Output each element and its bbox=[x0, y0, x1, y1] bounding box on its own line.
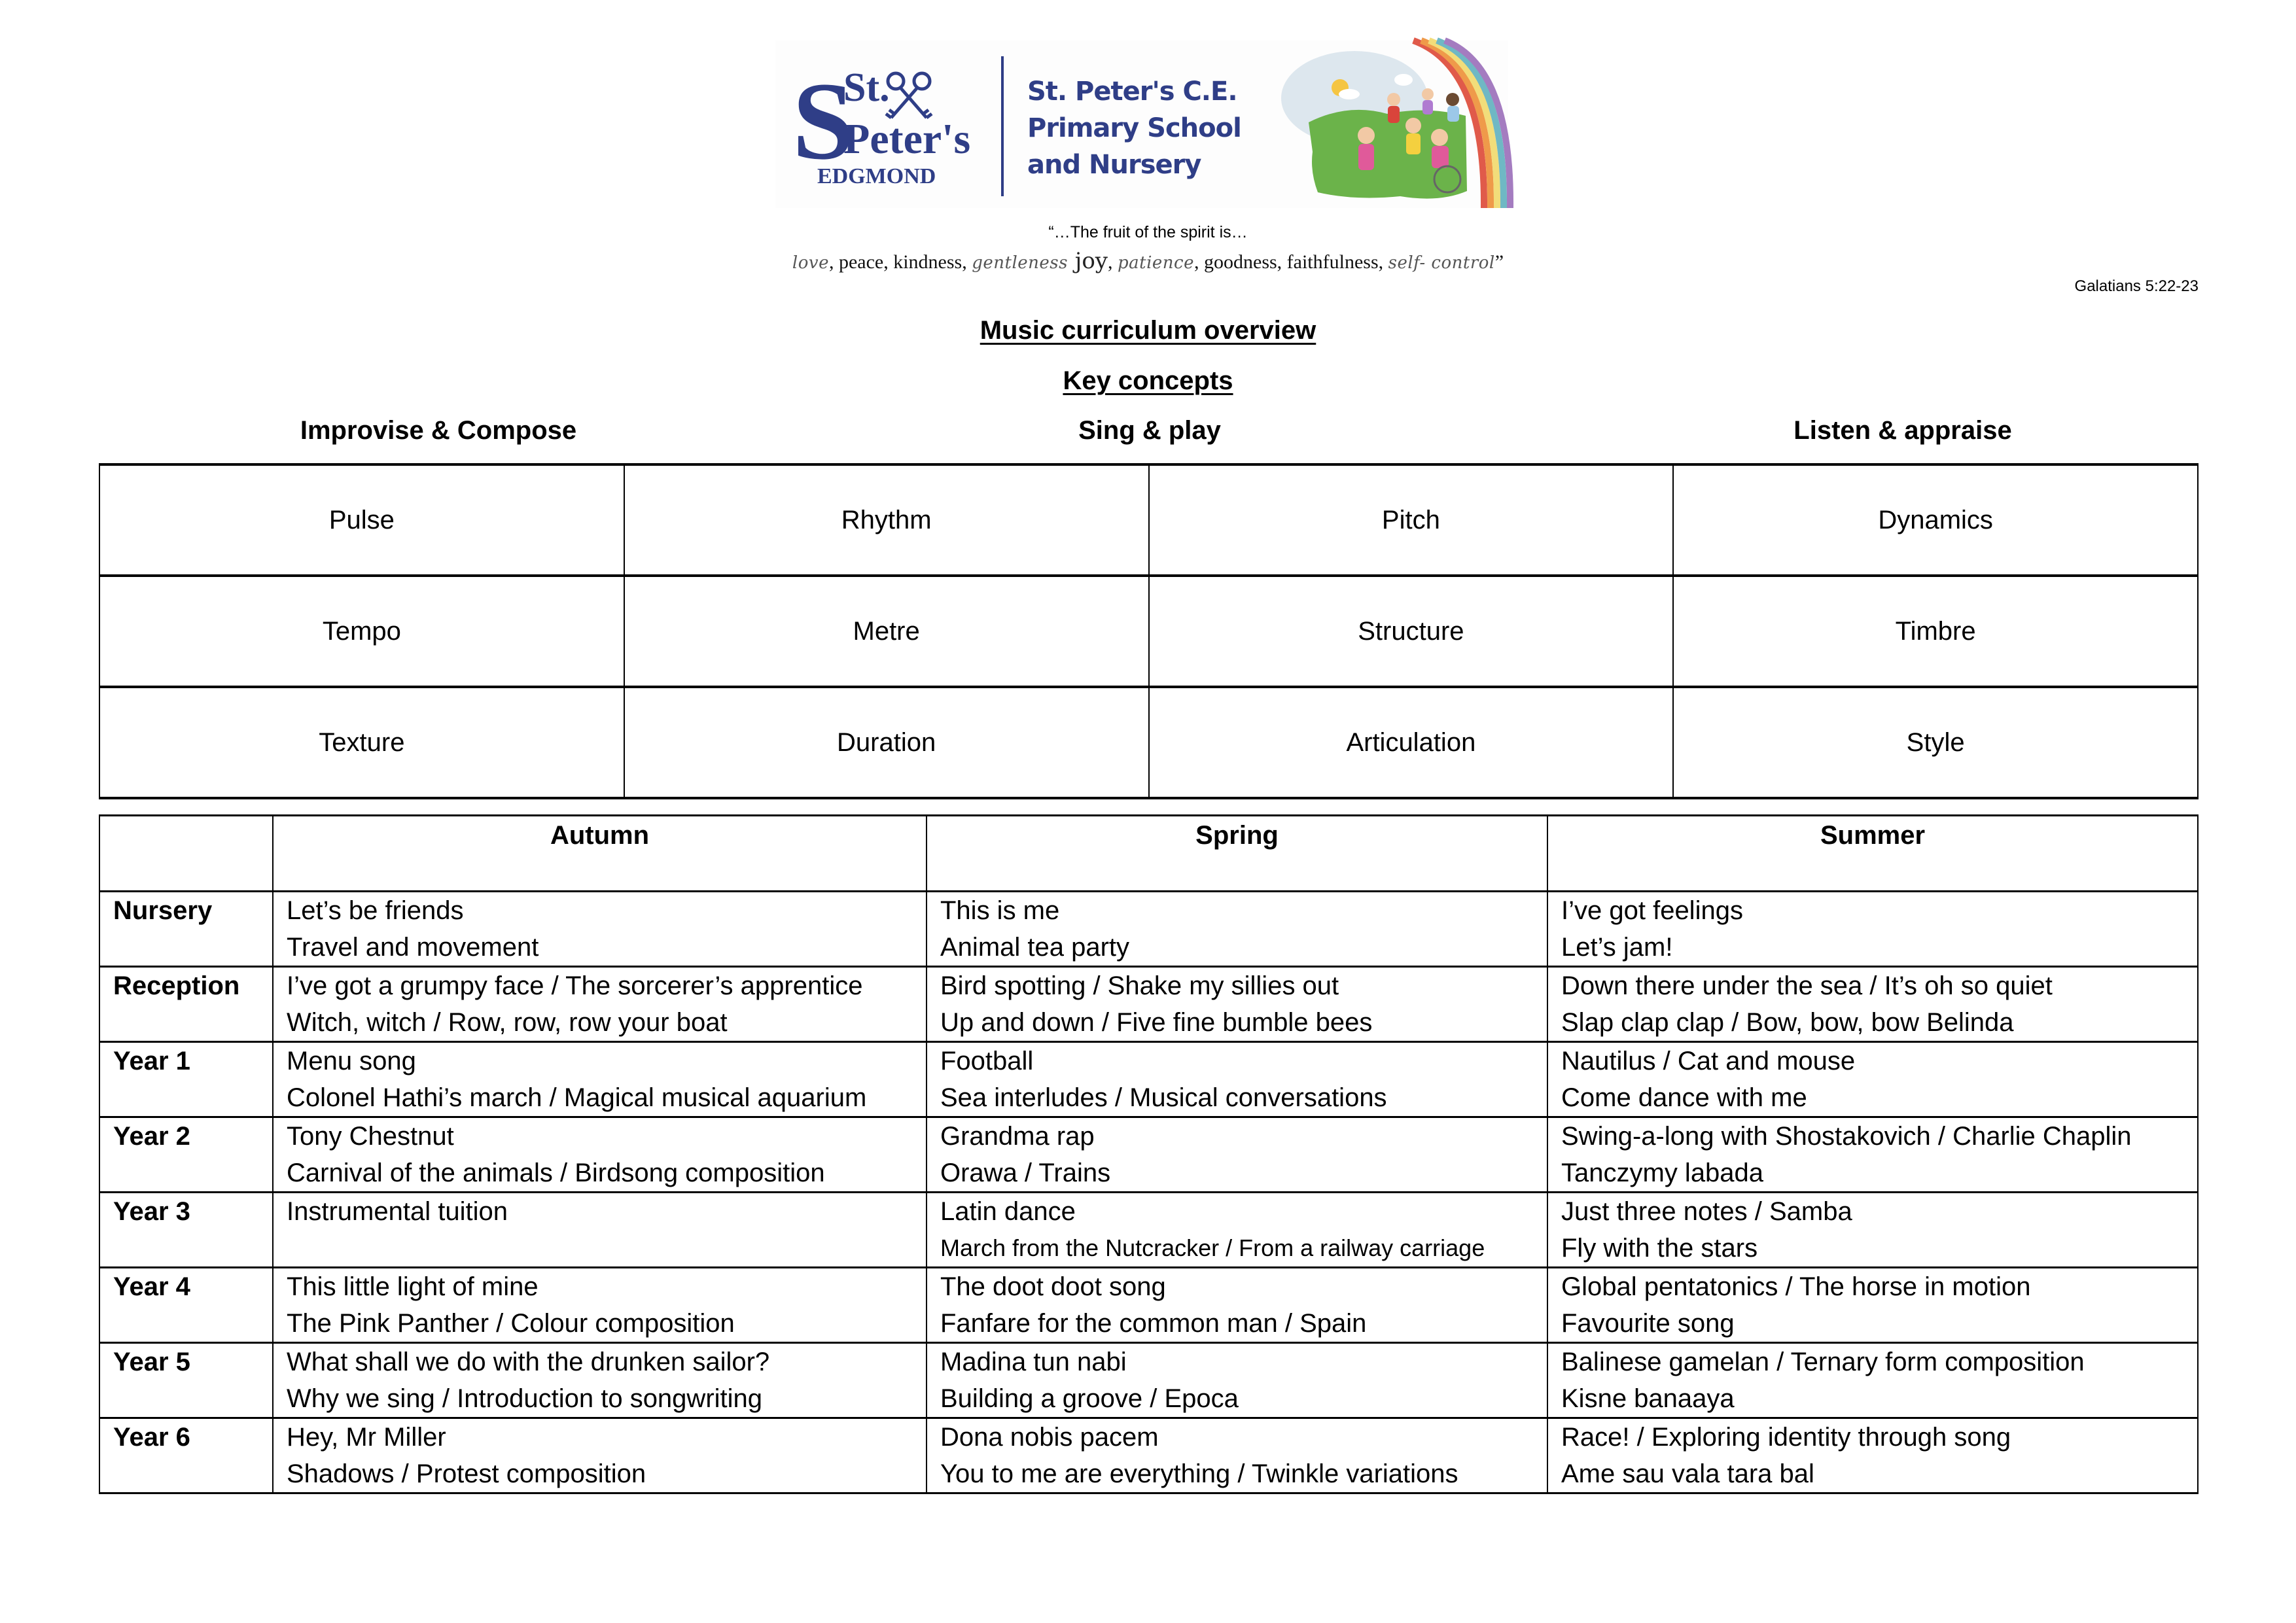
unit-cell-autumn bbox=[273, 1268, 927, 1343]
curriculum-row bbox=[99, 1042, 2198, 1117]
unit-title: Nautilus / Cat and mouse bbox=[1561, 1047, 1856, 1075]
page-title bbox=[0, 314, 2296, 347]
unit-title: Latin dance bbox=[940, 1197, 1076, 1226]
key-concept-cell: Metre bbox=[624, 576, 1149, 687]
unit-title: Tanczymy labada bbox=[1561, 1159, 1764, 1187]
unit-title: Kisne banaaya bbox=[1561, 1384, 1735, 1413]
logo-st: St. bbox=[843, 65, 890, 110]
strand-heading-sing-play: Sing & play bbox=[1078, 416, 1221, 445]
quote-part: patience bbox=[1118, 253, 1194, 273]
unit-title: Let’s jam! bbox=[1561, 933, 1673, 962]
year-group-label: Year 2 bbox=[99, 1117, 273, 1193]
key-concepts-row bbox=[99, 464, 2198, 576]
key-concept-cell: Dynamics bbox=[1673, 464, 2198, 576]
cloud-icon bbox=[1394, 74, 1413, 86]
unit-cell-autumn bbox=[273, 1042, 927, 1117]
unit-title: This little light of mine bbox=[287, 1272, 539, 1301]
unit-title: Shadows / Protest composition bbox=[287, 1459, 646, 1488]
year-group-label: Nursery bbox=[99, 892, 273, 967]
unit-cell-summer bbox=[1547, 1343, 2198, 1418]
unit-title: Swing-a-long with Shostakovich / Charlie Chaplin bbox=[1561, 1122, 2132, 1151]
curriculum-row bbox=[99, 892, 2198, 967]
unit-cell-spring bbox=[927, 1042, 1547, 1117]
header-summer: Summer bbox=[1547, 816, 2198, 892]
school-logo-keys-icon bbox=[792, 60, 971, 191]
key-concept-cell: Style bbox=[1673, 687, 2198, 798]
unit-cell-spring bbox=[927, 967, 1547, 1042]
quote-part: gentleness bbox=[972, 253, 1068, 273]
unit-title: Slap clap clap / Bow, bow, bow Belinda bbox=[1561, 1008, 2014, 1037]
key-concepts-heading-text: Key concepts bbox=[1063, 366, 1233, 395]
unit-cell-spring bbox=[927, 1117, 1547, 1193]
page-title-text: Music curriculum overview bbox=[980, 316, 1316, 345]
quote-part: ” bbox=[1494, 251, 1504, 273]
key-concept-cell: Texture bbox=[99, 687, 624, 798]
unit-title: Come dance with me bbox=[1561, 1083, 1807, 1112]
unit-cell-autumn bbox=[273, 1418, 927, 1493]
unit-title: Building a groove / Epoca bbox=[940, 1384, 1239, 1413]
unit-cell-summer bbox=[1547, 1042, 2198, 1117]
key-concept-cell: Rhythm bbox=[624, 464, 1149, 576]
unit-title: Balinese gamelan / Ternary form composition bbox=[1561, 1348, 2085, 1376]
unit-cell-spring bbox=[927, 1268, 1547, 1343]
key-concepts-grid bbox=[99, 463, 2199, 799]
unit-cell-autumn bbox=[273, 892, 927, 967]
strand-heading-listen-appraise: Listen & appraise bbox=[1793, 416, 2012, 445]
curriculum-table bbox=[99, 814, 2199, 1494]
logo-letter-s: S bbox=[792, 60, 855, 183]
unit-title: Bird spotting / Shake my sillies out bbox=[940, 971, 1339, 1000]
year-group-label: Reception bbox=[99, 967, 273, 1042]
key-concepts-row bbox=[99, 576, 2198, 687]
logo-peters: Peter's bbox=[843, 115, 971, 163]
unit-cell-autumn bbox=[273, 1117, 927, 1193]
unit-cell-autumn bbox=[273, 967, 927, 1042]
children-rainbow-illustration-icon bbox=[1276, 41, 1508, 208]
unit-title: Madina tun nabi bbox=[940, 1348, 1127, 1376]
key-concept-cell: Structure bbox=[1149, 576, 1674, 687]
curriculum-row bbox=[99, 1418, 2198, 1493]
key-concepts-row bbox=[99, 687, 2198, 798]
unit-title: March from the Nutcracker / From a railway carriage bbox=[940, 1234, 1485, 1261]
year-group-label: Year 5 bbox=[99, 1343, 273, 1418]
key-concept-cell: Duration bbox=[624, 687, 1149, 798]
year-group-label: Year 1 bbox=[99, 1042, 273, 1117]
school-name bbox=[1027, 73, 1263, 183]
unit-title: Down there under the sea / It’s oh so quiet bbox=[1561, 971, 2053, 1000]
quote-part: , peace, kindness, bbox=[828, 251, 972, 273]
quote-part: self- control bbox=[1388, 253, 1495, 273]
key-concept-cell: Timbre bbox=[1673, 576, 2198, 687]
unit-title: The doot doot song bbox=[940, 1272, 1166, 1301]
curriculum-row bbox=[99, 1117, 2198, 1193]
key-concept-cell: Articulation bbox=[1149, 687, 1674, 798]
curriculum-header-row bbox=[99, 816, 2198, 892]
unit-title: Fly with the stars bbox=[1561, 1234, 1758, 1263]
unit-title: Ame sau vala tara bal bbox=[1561, 1459, 1814, 1488]
unit-title: Animal tea party bbox=[940, 933, 1130, 962]
unit-title: I’ve got a grumpy face / The sorcerer’s apprentice bbox=[287, 971, 863, 1000]
header-autumn: Autumn bbox=[273, 816, 927, 892]
unit-cell-summer bbox=[1547, 1418, 2198, 1493]
unit-title: Sea interludes / Musical conversations bbox=[940, 1083, 1387, 1112]
unit-cell-summer bbox=[1547, 967, 2198, 1042]
logo-divider bbox=[1001, 56, 1004, 196]
unit-cell-summer bbox=[1547, 892, 2198, 967]
key-concept-cell: Pitch bbox=[1149, 464, 1674, 576]
unit-title: Instrumental tuition bbox=[287, 1197, 508, 1226]
curriculum-row bbox=[99, 1193, 2198, 1268]
unit-title: Orawa / Trains bbox=[940, 1159, 1111, 1187]
unit-title: Colonel Hathi’s march / Magical musical aquarium bbox=[287, 1083, 867, 1112]
key-concept-cell: Tempo bbox=[99, 576, 624, 687]
year-group-label: Year 3 bbox=[99, 1193, 273, 1268]
unit-title: Race! / Exploring identity through song bbox=[1561, 1423, 2011, 1452]
unit-title: The Pink Panther / Colour composition bbox=[287, 1309, 735, 1338]
unit-title: Up and down / Five fine bumble bees bbox=[940, 1008, 1373, 1037]
unit-cell-autumn bbox=[273, 1193, 927, 1268]
header-spring: Spring bbox=[927, 816, 1547, 892]
unit-title: Just three notes / Samba bbox=[1561, 1197, 1852, 1226]
unit-title: Grandma rap bbox=[940, 1122, 1095, 1151]
unit-title: Hey, Mr Miller bbox=[287, 1423, 446, 1452]
school-name-line-1: St. Peter's C.E. bbox=[1027, 77, 1237, 107]
header-year bbox=[99, 816, 273, 892]
curriculum-row bbox=[99, 1343, 2198, 1418]
scripture-reference: Galatians 5:22-23 bbox=[2074, 277, 2199, 295]
school-name-line-2: Primary School bbox=[1027, 113, 1241, 143]
unit-title: I’ve got feelings bbox=[1561, 896, 1743, 925]
unit-title: You to me are everything / Twinkle variations bbox=[940, 1459, 1458, 1488]
key-concept-cell: Pulse bbox=[99, 464, 624, 576]
unit-cell-autumn bbox=[273, 1343, 927, 1418]
unit-cell-spring bbox=[927, 1343, 1547, 1418]
unit-cell-spring bbox=[927, 1193, 1547, 1268]
unit-title: Travel and movement bbox=[287, 933, 539, 962]
scripture-quote-fruits bbox=[0, 247, 2296, 277]
quote-part: , bbox=[1108, 251, 1118, 273]
unit-title: Carnival of the animals / Birdsong composition bbox=[287, 1159, 825, 1187]
crossed-keys-icon bbox=[886, 73, 932, 118]
unit-cell-summer bbox=[1547, 1268, 2198, 1343]
unit-title: Tony Chestnut bbox=[287, 1122, 454, 1151]
strand-heading-improvise-compose: Improvise & Compose bbox=[300, 416, 577, 445]
scripture-quote-intro: “…The fruit of the spirit is… bbox=[1048, 223, 1248, 241]
unit-title: Dona nobis pacem bbox=[940, 1423, 1159, 1452]
quote-part: joy bbox=[1067, 248, 1108, 274]
unit-title: Football bbox=[940, 1047, 1034, 1075]
year-group-label: Year 4 bbox=[99, 1268, 273, 1343]
school-name-line-3: and Nursery bbox=[1027, 150, 1201, 180]
key-concepts-heading bbox=[0, 364, 2296, 397]
unit-cell-summer bbox=[1547, 1117, 2198, 1193]
unit-title: Why we sing / Introduction to songwriting bbox=[287, 1384, 763, 1413]
curriculum-row bbox=[99, 967, 2198, 1042]
quote-part: love bbox=[792, 253, 829, 273]
curriculum-row bbox=[99, 1268, 2198, 1343]
unit-title: Global pentatonics / The horse in motion bbox=[1561, 1272, 2031, 1301]
unit-cell-summer bbox=[1547, 1193, 2198, 1268]
unit-title: Fanfare for the common man / Spain bbox=[940, 1309, 1367, 1338]
unit-title: This is me bbox=[940, 896, 1060, 925]
logo-edgmond: EDGMOND bbox=[817, 164, 936, 188]
cloud-icon bbox=[1339, 89, 1360, 99]
school-banner bbox=[775, 41, 1508, 208]
unit-title: Menu song bbox=[287, 1047, 416, 1075]
unit-title: Let’s be friends bbox=[287, 896, 464, 925]
unit-title: Favourite song bbox=[1561, 1309, 1735, 1338]
unit-title: Witch, witch / Row, row, row your boat bbox=[287, 1008, 728, 1037]
unit-cell-spring bbox=[927, 1418, 1547, 1493]
unit-cell-spring bbox=[927, 892, 1547, 967]
year-group-label: Year 6 bbox=[99, 1418, 273, 1493]
unit-title: What shall we do with the drunken sailor? bbox=[287, 1348, 770, 1376]
quote-part: , goodness, faithfulness, bbox=[1194, 251, 1388, 273]
